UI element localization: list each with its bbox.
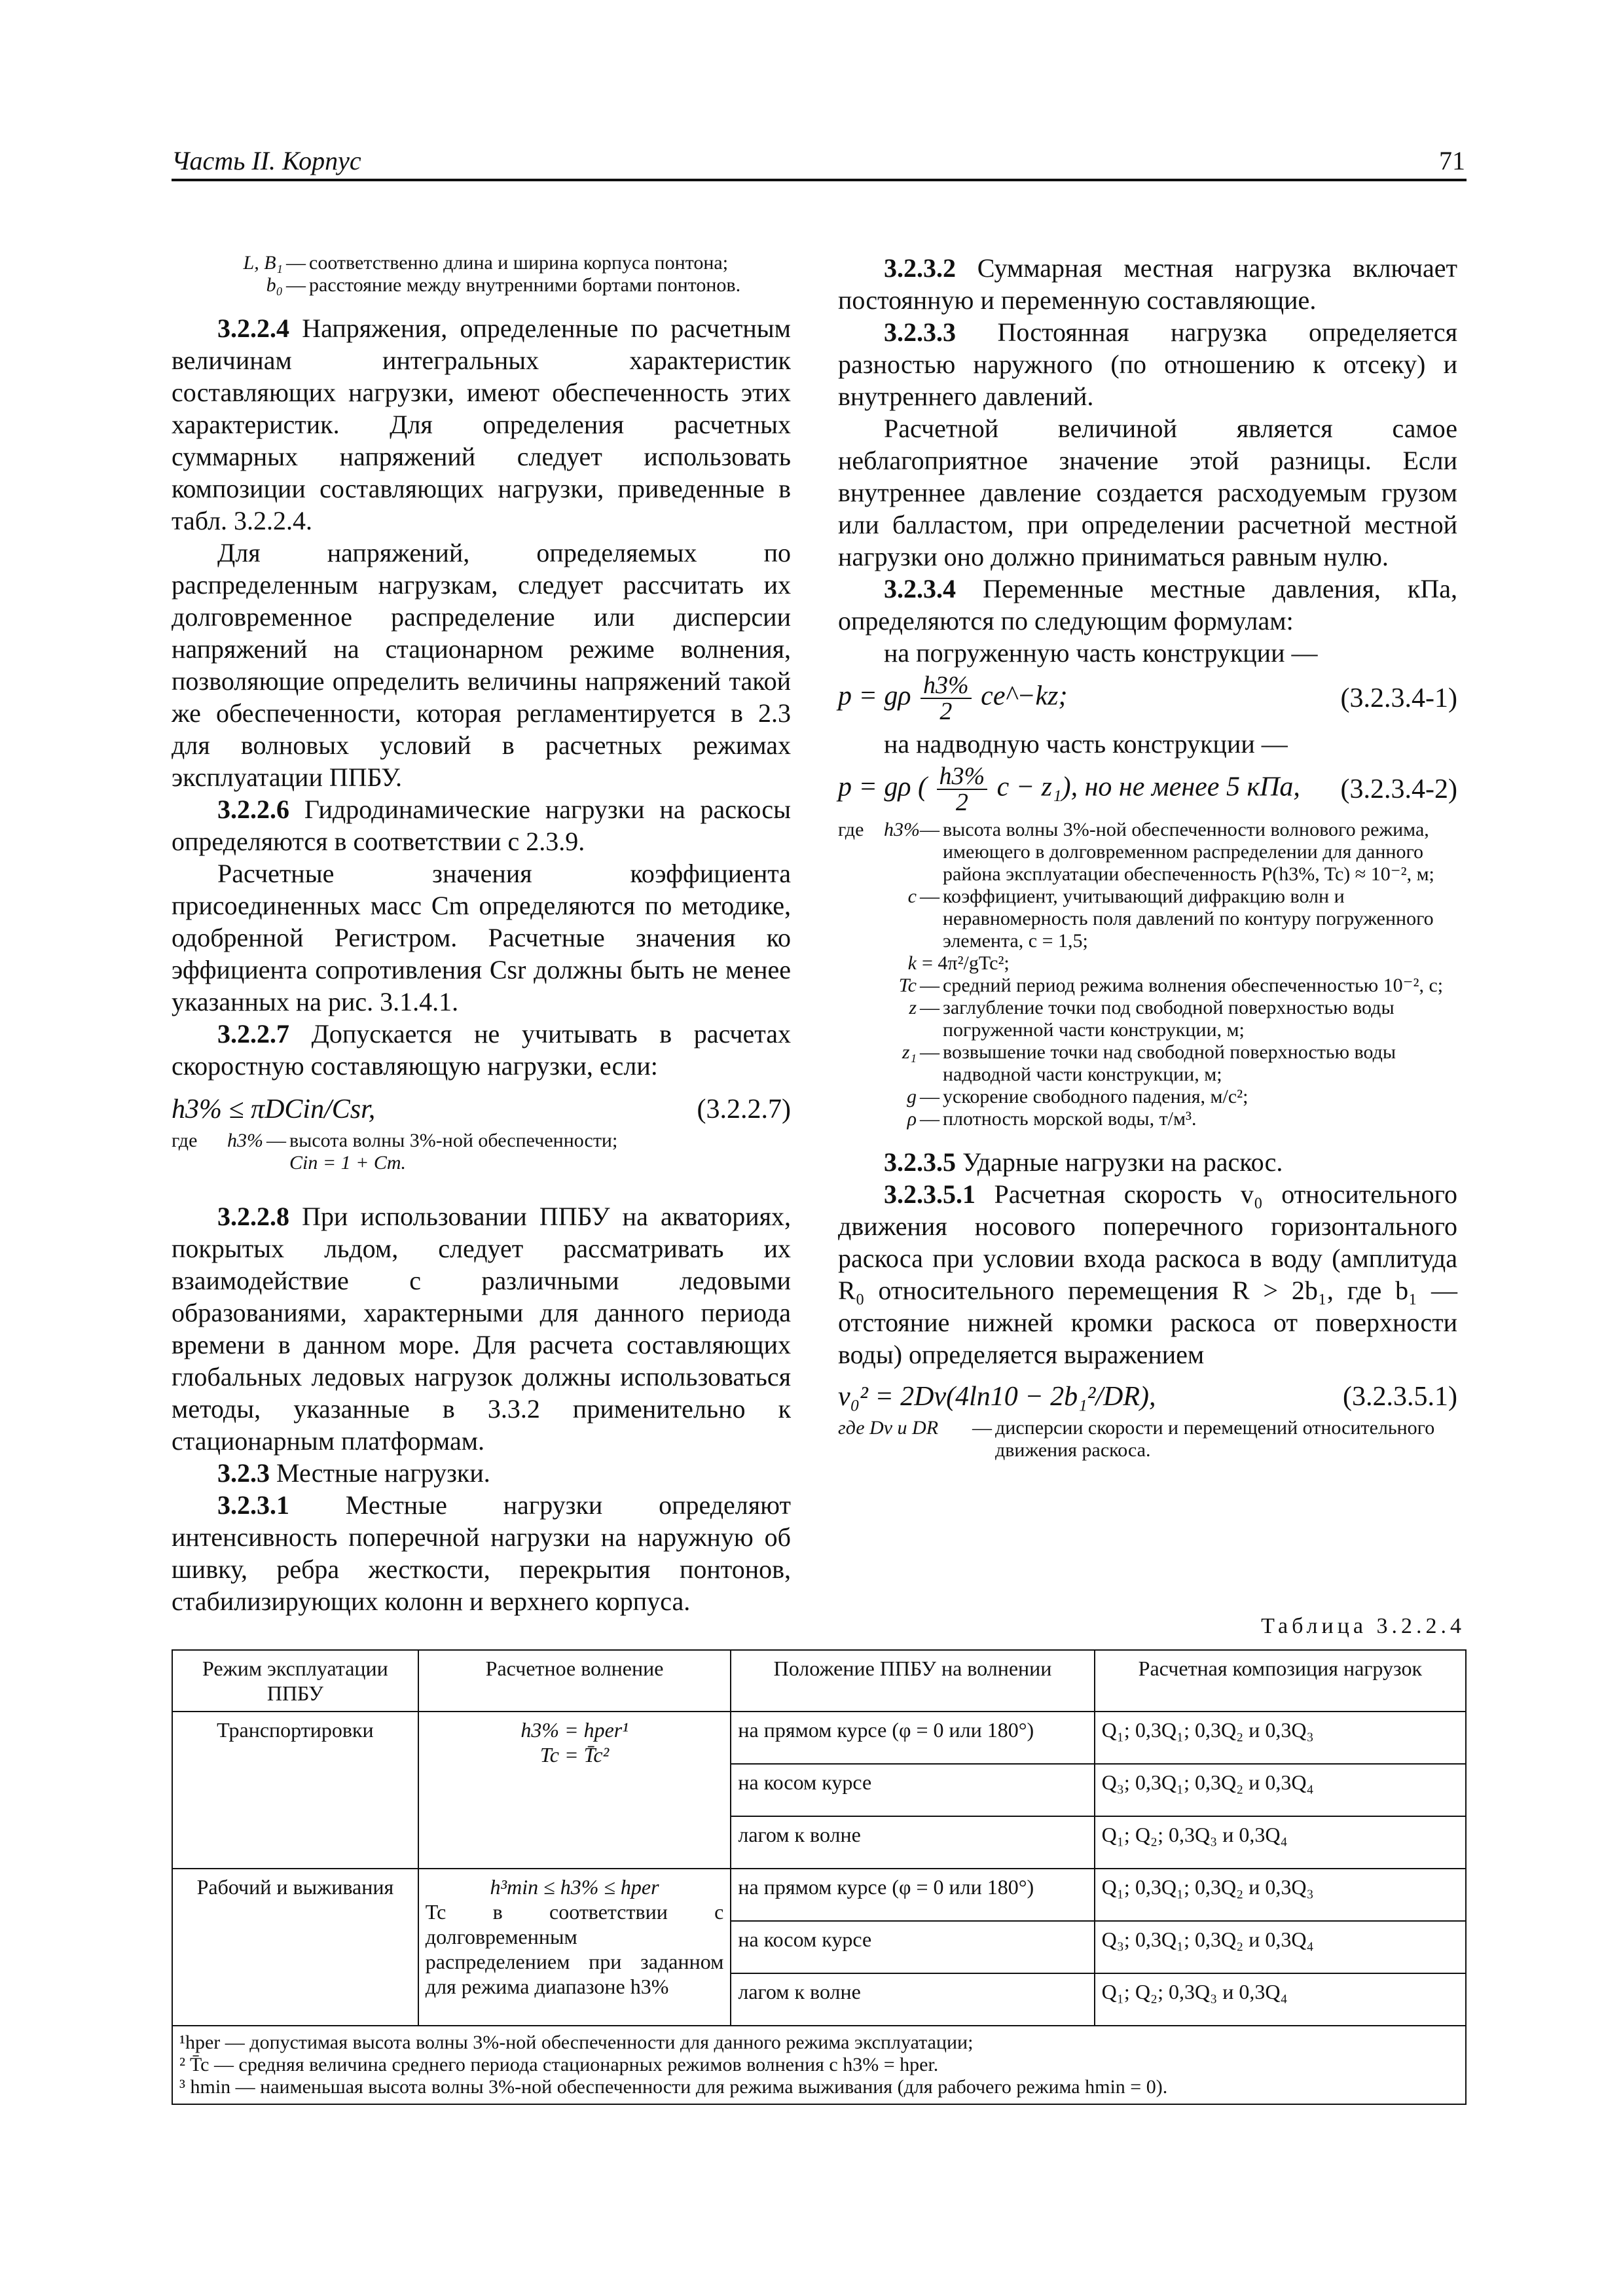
defs-3234 bbox=[838, 819, 1457, 1130]
section-number: 3.2.3.3 bbox=[884, 317, 956, 347]
table-cell-composition: Q₃; 0,3Q₁; 0,3Q₂ и 0,3Q₄ bbox=[1095, 1764, 1466, 1816]
paragraph-3228 bbox=[172, 1200, 791, 1457]
table-title: Таблица 3.2.2.4 bbox=[1261, 1614, 1465, 1638]
formula-number: (3.2.2.7) bbox=[697, 1094, 791, 1124]
def-text: коэффициент, учитывающий дифракцию волн и неравномерность поля давлений по контуру погруженного элемента, c = 1,5; bbox=[943, 886, 1434, 952]
paragraph-3226 bbox=[172, 793, 791, 857]
right-column bbox=[838, 252, 1457, 1462]
formula-number: (3.2.3.5.1) bbox=[1343, 1382, 1457, 1412]
fraction-denominator: 2 bbox=[955, 789, 968, 816]
def-row bbox=[211, 274, 791, 296]
paragraph-3233 bbox=[838, 316, 1457, 412]
def-symbol: ρ bbox=[907, 1108, 917, 1130]
table-header-cell: Расчетная композиция нагрузок bbox=[1095, 1650, 1466, 1712]
def-row bbox=[838, 952, 1457, 975]
def-dash: — bbox=[920, 975, 939, 996]
def-text: заглубление точки под свободной поверхностью воды погруженной части конструкции, м; bbox=[943, 997, 1395, 1041]
paragraph-text: Местные нагрузки определяют интенсивность поперечной нагрузки на наружную об шивку, ребра жесткости, перекрытия понтонов, стабилизирующих колонн и верхнего корпуса. bbox=[172, 1490, 791, 1616]
defs-top bbox=[211, 252, 791, 296]
table-header-cell: Положение ППБУ на волнении bbox=[731, 1650, 1094, 1712]
fraction-denominator: 2 bbox=[939, 698, 953, 725]
footnote: ¹hper — допустимая высота волны 3%-ной обеспеченности для данного режима эксплуатации; bbox=[179, 2032, 974, 2053]
header-rule bbox=[172, 179, 1467, 181]
def-text: плотность морской воды, т/м³. bbox=[943, 1108, 1197, 1130]
fraction-numerator: h3% bbox=[921, 673, 972, 699]
def-dash: — bbox=[920, 886, 939, 907]
table-header-cell: Режим эксплуатации ППБУ bbox=[172, 1650, 418, 1712]
wave-line: h³min ≤ h3% ≤ hper bbox=[490, 1875, 659, 1899]
formula-expression bbox=[838, 673, 1068, 724]
formula-right: c − z₁), но не менее 5 кПа, bbox=[996, 772, 1300, 802]
section-number: 3.2.3.5 bbox=[884, 1147, 956, 1177]
table-cell-position: лагом к волне bbox=[731, 1816, 1094, 1869]
paragraph-3234 bbox=[838, 573, 1457, 637]
def-symbol: Tc bbox=[898, 975, 917, 996]
paragraph-text: Местные нагрузки. bbox=[270, 1458, 490, 1488]
def-dash: — bbox=[972, 1417, 992, 1439]
table-cell-position: на прямом курсе (φ = 0 или 180°) bbox=[731, 1869, 1094, 1921]
def-dash: — bbox=[920, 997, 939, 1018]
section-number: 3.2.2.4 bbox=[217, 314, 289, 343]
wave-line: h3% = hper¹ bbox=[520, 1718, 629, 1742]
formula-32351 bbox=[838, 1381, 1457, 1413]
def-row bbox=[838, 1417, 1457, 1462]
paragraph-text: Гидродинамические нагрузки на раскосы определяются в соответствии с 2.3.9. bbox=[172, 795, 791, 856]
def-text: ускорение свободного падения, м/с²; bbox=[943, 1086, 1249, 1107]
paragraph-323 bbox=[172, 1457, 791, 1489]
section-number: 3.2.2.8 bbox=[217, 1202, 289, 1231]
def-text: Cin = 1 + Cm. bbox=[289, 1152, 407, 1174]
table-cell-position: на косом курсе bbox=[731, 1764, 1094, 1816]
def-symbol: h3% bbox=[227, 1130, 263, 1151]
def-text: возвышение точки над свободной поверхностью воды надводной части конструкции, м; bbox=[943, 1041, 1396, 1085]
table-header-cell: Расчетное волнение bbox=[418, 1650, 731, 1712]
formula-3234-2 bbox=[838, 764, 1457, 815]
paragraph-3231 bbox=[172, 1489, 791, 1617]
footnote: ² T̄c — средняя величина среднего периода стационарных режимов волнения с h3% = hper. bbox=[179, 2054, 939, 2075]
def-dash: — bbox=[286, 274, 306, 296]
def-row bbox=[838, 1086, 1457, 1108]
table-cell-composition: Q₁; 0,3Q₁; 0,3Q₂ и 0,3Q₃ bbox=[1095, 1869, 1466, 1921]
def-symbol: h3% bbox=[884, 819, 920, 840]
defs-32351 bbox=[838, 1417, 1457, 1462]
table-cell-mode: Рабочий и выживания bbox=[172, 1869, 418, 2026]
def-dash: — bbox=[920, 1041, 939, 1063]
def-row bbox=[838, 886, 1457, 952]
def-text: = 4π²/gTc²; bbox=[922, 952, 1010, 974]
def-text: расстояние между внутренними бортами понтонов. bbox=[309, 274, 741, 296]
paragraph-calc: Расчетной величиной является самое неблагоприятное значение этой разницы. Если внутреннее давление создается расходуемым грузом или балластом, при определении расчетной местной нагрузки оно должно приниматься равным нулю. bbox=[838, 414, 1457, 571]
def-row bbox=[172, 1130, 791, 1152]
formula-expression bbox=[838, 764, 1300, 815]
formula-right: ce^−kz; bbox=[981, 681, 1068, 711]
def-symbol: z₁ bbox=[902, 1041, 917, 1063]
table-footnotes bbox=[172, 2026, 1466, 2104]
paragraph-surface: на надводную часть конструкции — bbox=[884, 729, 1288, 759]
formula-3227 bbox=[172, 1094, 791, 1126]
load-composition-table bbox=[172, 1649, 1467, 2105]
section-number: 3.2.3.5.1 bbox=[884, 1179, 976, 1209]
paragraph-text: Суммарная местная нагрузка включает постоянную и переменную составляющие. bbox=[838, 253, 1457, 315]
paragraph-text: Расчетная скорость v₀ относительного движения носового поперечного горизонтального раскоса при условии входа раскоса в воду (амплитуда R₀ относительного перемещения R > 2b₁, где b₁ — отстояние нижней кромки раскоса от поверхности воды) определяется выражением bbox=[838, 1179, 1457, 1369]
paragraph-text: Постоянная нагрузка определяется разностью наружного (по отношению к отсеку) и внутреннего давлений. bbox=[838, 317, 1457, 411]
def-dash: — bbox=[920, 819, 939, 840]
formula-left: p = gρ ( bbox=[838, 772, 927, 802]
formula-expression: h3% ≤ πDCin/Csr, bbox=[172, 1094, 376, 1124]
formula-fraction bbox=[921, 673, 972, 724]
def-dash: — bbox=[920, 1086, 939, 1107]
table-header-row bbox=[172, 1650, 1466, 1712]
defs-3227 bbox=[172, 1130, 791, 1174]
table-cell-composition: Q₁; Q₂; 0,3Q₃ и 0,3Q₄ bbox=[1095, 1816, 1466, 1869]
running-header: Часть II. Корпус bbox=[172, 146, 361, 175]
paragraph-distrib: Для напряжений, определяемых по распределенным нагрузкам, следует рассчитать их долговременное распределение или дисперсии напряжений на стационарном режиме волнения, позволяющие определить величины напряжений такой же обеспеченности, которая регламентируется в 2.3 для волновых условий в расчетных режимах эксплуатации ППБУ. bbox=[172, 538, 791, 792]
paragraph-coef: Расчетные значения коэффициента присоединенных масс Cm определяются по методике, одобренной Регистром. Расчетные значения ко эффициента сопротивления Csr должны быть не менее указанных на рис. 3.1.4.1. bbox=[172, 859, 791, 1016]
section-number: 3.2.3.4 bbox=[884, 574, 956, 603]
paragraph-3235 bbox=[838, 1146, 1457, 1178]
formula-number: (3.2.3.4-2) bbox=[1340, 774, 1457, 804]
def-row bbox=[838, 819, 1457, 886]
def-row bbox=[838, 997, 1457, 1041]
def-row bbox=[838, 975, 1457, 997]
def-text: средний период режима волнения обеспеченностью 10⁻², с; bbox=[943, 975, 1444, 996]
table-cell-position: лагом к волне bbox=[731, 1973, 1094, 2026]
section-number: 3.2.2.6 bbox=[217, 795, 289, 824]
def-text: высота волны 3%-ной обеспеченности; bbox=[289, 1130, 618, 1151]
paragraph-3224 bbox=[172, 312, 791, 537]
def-row bbox=[211, 252, 791, 274]
page-number: 71 bbox=[1439, 146, 1465, 175]
paragraph-32351 bbox=[838, 1178, 1457, 1371]
paragraph-text: Ударные нагрузки на раскос. bbox=[956, 1147, 1283, 1177]
section-number: 3.2.3 bbox=[217, 1458, 270, 1488]
paragraph-submerged: на погруженную часть конструкции — bbox=[884, 638, 1318, 668]
table-cell-composition: Q₁; 0,3Q₁; 0,3Q₂ и 0,3Q₃ bbox=[1095, 1712, 1466, 1764]
def-symbol: L, B₁ bbox=[243, 252, 283, 274]
formula-expression: v₀² = 2Dv(4ln10 − 2b₁²/DR), bbox=[838, 1382, 1156, 1412]
def-row bbox=[838, 1041, 1457, 1086]
table-cell-composition: Q₃; 0,3Q₁; 0,3Q₂ и 0,3Q₄ bbox=[1095, 1921, 1466, 1973]
table-footnote-row bbox=[172, 2026, 1466, 2104]
def-symbol: где Dv и DR bbox=[838, 1417, 939, 1439]
table-cell-composition: Q₁; Q₂; 0,3Q₃ и 0,3Q₄ bbox=[1095, 1973, 1466, 2026]
def-dash: — bbox=[920, 1108, 939, 1130]
section-number: 3.2.2.7 bbox=[217, 1019, 289, 1049]
paragraph-text: Напряжения, определенные по расчетным величинам интегральных характеристик составляющих нагрузки, имеют обеспеченность этих характеристик. Для определения расчетных суммарных напряжений следует использовать композиции составляющих нагрузки, приведенные в табл. 3.2.2.4. bbox=[172, 314, 791, 535]
formula-number: (3.2.3.4-1) bbox=[1340, 683, 1457, 713]
table-cell-wave bbox=[418, 1712, 731, 1869]
def-symbol: k bbox=[907, 952, 917, 974]
section-number: 3.2.3.1 bbox=[217, 1490, 289, 1520]
def-text: соответственно длина и ширина корпуса понтона; bbox=[309, 252, 729, 274]
fraction-numerator: h3% bbox=[937, 764, 988, 790]
section-number: 3.2.3.2 bbox=[884, 253, 956, 283]
def-symbol: z bbox=[909, 997, 917, 1018]
table-row bbox=[172, 1869, 1466, 1921]
where-label: где bbox=[172, 1130, 198, 1151]
def-text: высота волны 3%-ной обеспеченности волнового режима, имеющего в долговременном распределении для данного района эксплуатации обеспеченность P(h3%, Tc) ≈ 10⁻², м; bbox=[943, 819, 1434, 885]
def-symbol: g bbox=[907, 1086, 917, 1107]
def-row bbox=[172, 1152, 791, 1174]
table-cell-position: на прямом курсе (φ = 0 или 180°) bbox=[731, 1712, 1094, 1764]
table-cell-position: на косом курсе bbox=[731, 1921, 1094, 1973]
def-symbol: c bbox=[907, 886, 917, 907]
table-row bbox=[172, 1712, 1466, 1764]
footnote: ³ hmin — наименьшая высота волны 3%-ной обеспеченности для режима выживания (для рабочего режима hmin = 0). bbox=[179, 2076, 1168, 2098]
wave-line: Tc в соответствии с долговременным распределением при заданном для режима диапазоне h3% bbox=[425, 1900, 724, 1998]
table-cell-mode: Транспортировки bbox=[172, 1712, 418, 1869]
left-column bbox=[172, 252, 791, 1617]
where-label: где bbox=[838, 819, 864, 840]
paragraph-text: Допускается не учитывать в расчетах скоростную составляющую нагрузки, если: bbox=[172, 1019, 791, 1081]
def-dash: — bbox=[266, 1130, 286, 1151]
paragraph-3232 bbox=[838, 252, 1457, 316]
def-row bbox=[838, 1108, 1457, 1130]
paragraph-text: При использовании ППБУ на акваториях, покрытых льдом, следует рассматривать их взаимодействие с различными ледовыми образованиями, характерными для данного периода времени в данном море. Для расчета составляющих глобальных ледовых нагрузок должны использоваться методы, указанные в 3.3.2 применительно к стационарным платформам. bbox=[172, 1202, 791, 1456]
wave-line: Tc = T̄c² bbox=[539, 1743, 610, 1767]
paragraph-text: Переменные местные давления, кПа, определяются по следующим формулам: bbox=[838, 574, 1457, 636]
formula-left: p = gρ bbox=[838, 681, 911, 711]
paragraph-3227 bbox=[172, 1018, 791, 1082]
def-text: дисперсии скорости и перемещений относительного движения раскоса. bbox=[995, 1417, 1435, 1461]
formula-fraction bbox=[937, 764, 988, 815]
def-symbol: b₀ bbox=[266, 274, 283, 296]
def-dash: — bbox=[286, 252, 306, 274]
formula-3234-1 bbox=[838, 673, 1457, 724]
table-cell-wave bbox=[418, 1869, 731, 2026]
